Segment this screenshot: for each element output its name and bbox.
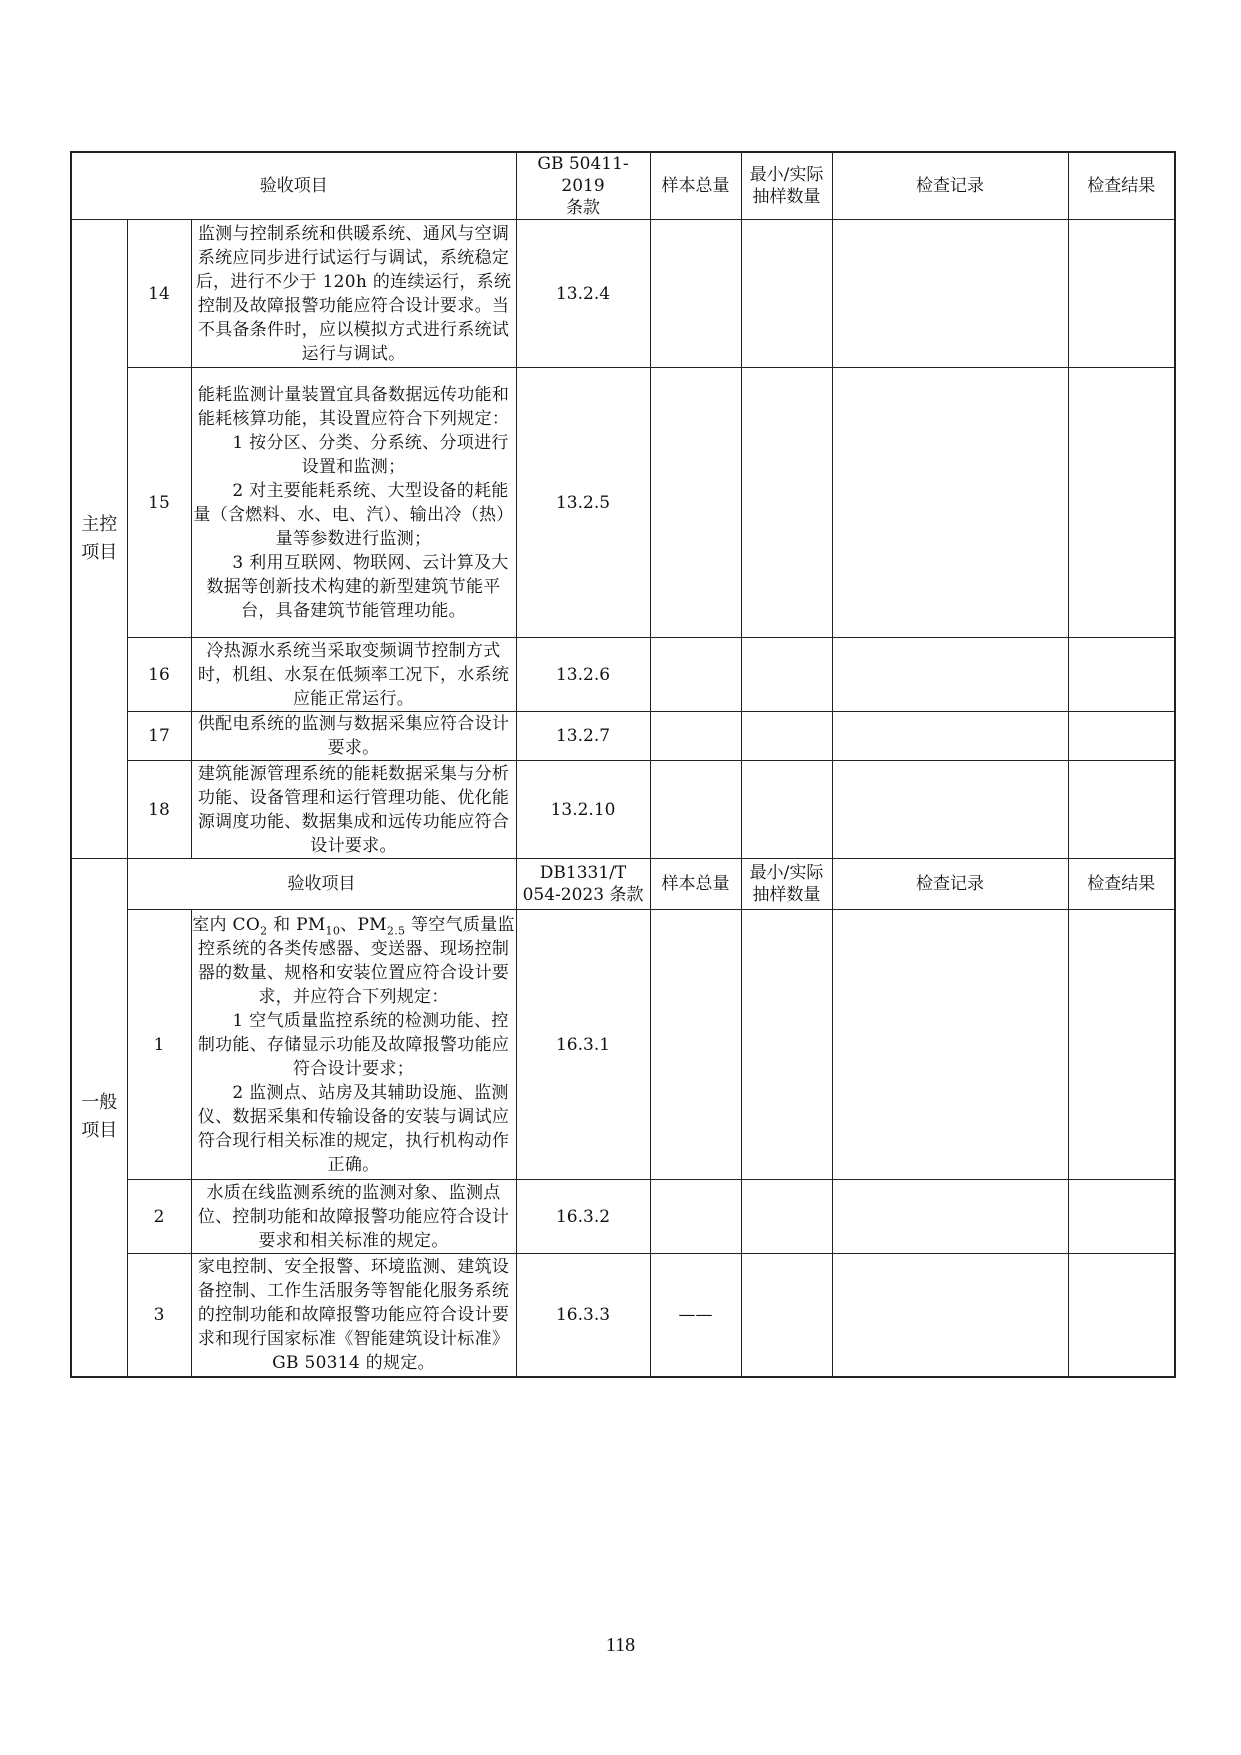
description-text: 冷热源水系统当采取变频调节控制方式时，机组、水泵在低频率工况下，水系统应能正常运行。 bbox=[197, 640, 510, 709]
row-clause: 13.2.7 bbox=[516, 712, 650, 761]
header-clause-line1: DB1331/T bbox=[539, 863, 627, 883]
header-clause bbox=[516, 859, 650, 910]
group-label-line1: 主控 bbox=[81, 514, 118, 535]
description-item: 1 空气质量监控系统的检测功能、控制功能、存储显示功能及故障报警功能应符合设计要求； bbox=[197, 1010, 510, 1079]
row-number: 18 bbox=[127, 761, 191, 859]
row-description bbox=[191, 220, 516, 368]
lead-prefix: 室内 CO bbox=[192, 914, 261, 935]
row-result bbox=[1068, 220, 1175, 368]
table-row bbox=[71, 638, 1175, 712]
header-clause-line2: 054-2023 条款 bbox=[522, 885, 644, 905]
group-main-control bbox=[71, 220, 127, 859]
description-text: 家电控制、安全报警、环境监测、建筑设备控制、工作生活服务等智能化服务系统的控制功能和故障报警功能应符合设计要求和现行国家标准《智能建筑设计标准》GB 50314 的规定。 bbox=[197, 1256, 510, 1373]
group-label-line1: 一般 bbox=[81, 1092, 118, 1114]
header-sampling-line2: 抽样数量 bbox=[752, 885, 821, 905]
subscript: 2 bbox=[260, 923, 268, 937]
header-result: 检查结果 bbox=[1068, 152, 1175, 220]
description-item: 3 利用互联网、物联网、云计算及大数据等创新技术构建的新型建筑节能平台，具备建筑节能管理功能。 bbox=[206, 552, 509, 621]
row-record bbox=[832, 910, 1068, 1180]
row-result bbox=[1068, 368, 1175, 638]
row-result bbox=[1068, 712, 1175, 761]
row-number: 1 bbox=[127, 910, 191, 1180]
main-header-row bbox=[71, 152, 1175, 220]
header-sample-total: 样本总量 bbox=[650, 859, 741, 910]
row-record bbox=[832, 220, 1068, 368]
group-general bbox=[71, 859, 127, 1377]
row-result bbox=[1068, 1180, 1175, 1254]
subscript: 2.5 bbox=[386, 923, 406, 937]
table-row bbox=[71, 1254, 1175, 1377]
acceptance-table bbox=[70, 151, 1176, 1378]
header-sampling bbox=[741, 859, 832, 910]
row-clause: 16.3.3 bbox=[516, 1254, 650, 1377]
header-record: 检查记录 bbox=[832, 859, 1068, 910]
description-text: 监测与控制系统和供暖系统、通风与空调系统应同步进行试运行与调试，系统稳定后，进行不少于 120h 的连续运行，系统控制及故障报警功能应符合设计要求。当不具备条件时，应以模拟方式进行系统试运行与调试。 bbox=[195, 223, 512, 364]
row-clause: 13.2.10 bbox=[516, 761, 650, 859]
row-result bbox=[1068, 638, 1175, 712]
header-sampling bbox=[741, 152, 832, 220]
header-clause-line2: 条款 bbox=[566, 198, 601, 218]
row-number: 17 bbox=[127, 712, 191, 761]
header-record: 检查记录 bbox=[832, 152, 1068, 220]
row-sampling bbox=[741, 1254, 832, 1377]
table-row bbox=[71, 712, 1175, 761]
row-result bbox=[1068, 1254, 1175, 1377]
row-description bbox=[191, 1180, 516, 1254]
row-sampling bbox=[741, 910, 832, 1180]
subscript: 10 bbox=[325, 923, 341, 937]
header-clause-line1: GB 50411-2019 bbox=[537, 154, 629, 196]
page-number: 118 bbox=[605, 1634, 636, 1656]
row-number: 3 bbox=[127, 1254, 191, 1377]
description-text: 供配电系统的监测与数据采集应符合设计要求。 bbox=[197, 714, 510, 758]
row-clause: 13.2.4 bbox=[516, 220, 650, 368]
lead-mid2: 、PM bbox=[340, 914, 387, 935]
row-record bbox=[832, 368, 1068, 638]
table-row bbox=[71, 761, 1175, 859]
row-record bbox=[832, 712, 1068, 761]
description-text: 能耗监测计量装置宜具备数据远传功能和能耗核算功能，其设置应符合下列规定： bbox=[197, 384, 510, 429]
description-text: 建筑能源管理系统的能耗数据采集与分析功能、设备管理和运行管理功能、优化能源调度功能、数据集成和远传功能应符合设计要求。 bbox=[197, 763, 510, 856]
row-sample-total bbox=[650, 1180, 741, 1254]
lead-mid: 和 PM bbox=[267, 914, 326, 935]
row-record bbox=[832, 1254, 1068, 1377]
row-number: 2 bbox=[127, 1180, 191, 1254]
row-result bbox=[1068, 910, 1175, 1180]
group-label-line2: 项目 bbox=[81, 1120, 118, 1142]
description-item: 1 按分区、分类、分系统、分项进行设置和监测； bbox=[232, 432, 509, 477]
description-text bbox=[192, 913, 516, 1009]
table-row bbox=[71, 910, 1175, 1180]
row-sampling bbox=[741, 712, 832, 761]
row-sample-total bbox=[650, 910, 741, 1180]
table-row bbox=[71, 368, 1175, 638]
acceptance-table-container bbox=[70, 151, 1176, 1378]
header-sampling-line1: 最小/实际 bbox=[749, 863, 824, 883]
lead-rest: 等空气质量监控系统的各类传感器、变送器、现场控制器的数量、规格和安装位置应符合设计要求，并应符合下列规定： bbox=[197, 914, 515, 1007]
header-sampling-line1: 最小/实际 bbox=[749, 165, 824, 185]
row-sample-total bbox=[650, 638, 741, 712]
group-label-line2: 项目 bbox=[81, 542, 118, 563]
description-item: 2 对主要能耗系统、大型设备的耗能量（含燃料、水、电、汽）、输出冷（热）量等参数进行监测； bbox=[193, 480, 514, 549]
row-clause: 16.3.1 bbox=[516, 910, 650, 1180]
row-sample-total bbox=[650, 712, 741, 761]
table-row bbox=[71, 220, 1175, 368]
row-description bbox=[191, 1254, 516, 1377]
row-sampling bbox=[741, 638, 832, 712]
row-clause: 16.3.2 bbox=[516, 1180, 650, 1254]
row-sampling bbox=[741, 761, 832, 859]
row-description bbox=[191, 910, 516, 1180]
row-number: 14 bbox=[127, 220, 191, 368]
row-sample-total: —— bbox=[650, 1254, 741, 1377]
row-sampling bbox=[741, 368, 832, 638]
row-sample-total bbox=[650, 368, 741, 638]
row-sample-total bbox=[650, 220, 741, 368]
header-result: 检查结果 bbox=[1068, 859, 1175, 910]
header-sampling-line2: 抽样数量 bbox=[752, 187, 821, 207]
row-number: 15 bbox=[127, 368, 191, 638]
row-record bbox=[832, 1180, 1068, 1254]
header-sample-total: 样本总量 bbox=[650, 152, 741, 220]
row-result bbox=[1068, 761, 1175, 859]
row-record bbox=[832, 761, 1068, 859]
description-item: 2 监测点、站房及其辅助设施、监测仪、数据采集和传输设备的安装与调试应符合现行相关标准的规定，执行机构动作正确。 bbox=[197, 1082, 510, 1175]
row-description bbox=[191, 712, 516, 761]
row-sample-total bbox=[650, 761, 741, 859]
row-description bbox=[191, 761, 516, 859]
row-description bbox=[191, 638, 516, 712]
row-description bbox=[191, 368, 516, 638]
row-sampling bbox=[741, 1180, 832, 1254]
row-clause: 13.2.6 bbox=[516, 638, 650, 712]
row-clause: 13.2.5 bbox=[516, 368, 650, 638]
row-record bbox=[832, 638, 1068, 712]
row-sampling bbox=[741, 220, 832, 368]
general-header-row bbox=[71, 859, 1175, 910]
table-row bbox=[71, 1180, 1175, 1254]
header-item: 验收项目 bbox=[127, 859, 516, 910]
description-text: 水质在线监测系统的监测对象、监测点位、控制功能和故障报警功能应符合设计要求和相关标准的规定。 bbox=[197, 1182, 510, 1251]
header-clause bbox=[516, 152, 650, 220]
header-item: 验收项目 bbox=[71, 152, 516, 220]
row-number: 16 bbox=[127, 638, 191, 712]
